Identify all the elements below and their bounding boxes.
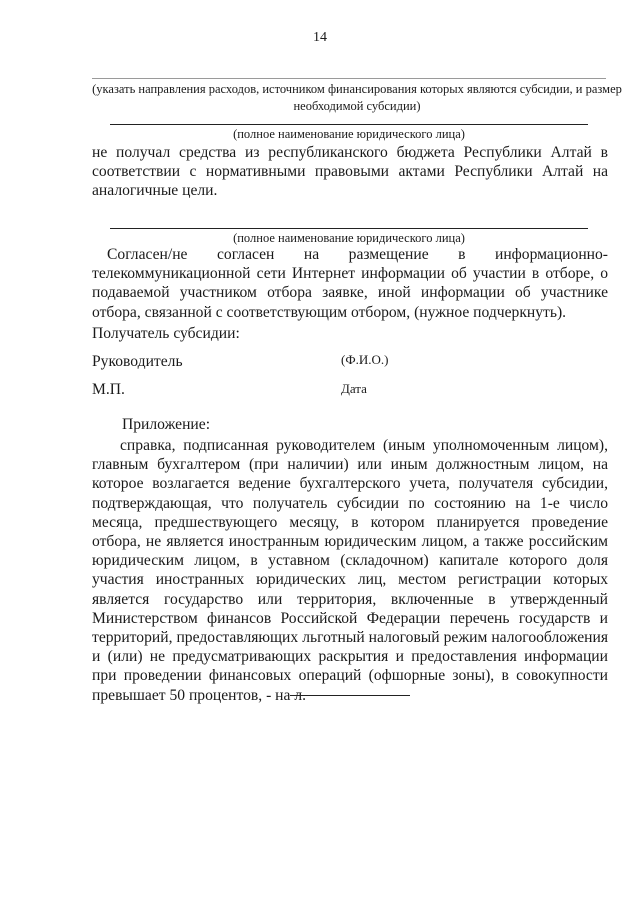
legal-name-line-2 <box>110 228 588 229</box>
seal-label: М.П. <box>92 381 125 398</box>
legal-name-line-1 <box>110 124 588 125</box>
legal-name-caption-2: (полное наименование юридического лица) <box>233 231 465 245</box>
legal-name-caption-1: (полное наименование юридического лица) <box>233 127 465 141</box>
fio-label: (Ф.И.О.) <box>341 352 389 367</box>
head-label: Руководитель <box>92 353 183 370</box>
expense-note: (указать направления расходов, источником финансирования которых являются субсидии, и размер необходимой субсидии) <box>92 82 622 113</box>
not-received-paragraph: не получал средства из республиканского бюджета Республики Алтай в соответствии с нормативными правовыми актами Республики Алтай на аналогичные цели. <box>92 144 608 200</box>
expense-underline <box>92 78 606 79</box>
page-number: 14 <box>313 30 327 45</box>
closing-rule <box>290 695 410 696</box>
recipient-label: Получатель субсидии: <box>92 325 240 342</box>
appendix-paragraph: справка, подписанная руководителем (иным уполномоченным лицом), главным бухгалтером (при наличии) или иным должностным лицом, на которое возлагается ведение бухгалтерского учета, получателя субсидии, подтверждающая, что получатель субсидии по состоянию на 1-е число месяца, предшествующего месяцу, в котором планируется проведение отбора, не является иностранным юридическим лицом, а также российским юридическим лицом, в уставном (складочном) капитале которого доля участия иностранных юридических лиц, местом регистрации которых является государство или территория, включенные в утвержденный Министерством финансов Российской Федерации перечень государств и территорий, предоставляющих льготный налоговый режим налогообложения и (или) не предусматривающих раскрытия и предоставления информации при проведении финансовых операций (офшорные зоны), в совокупности превышает 50 процентов, - на л. <box>92 437 608 704</box>
consent-paragraph: Согласен/не согласен на размещение в информационно-телекоммуникационной сети Интернет информации об участии в отборе, о подаваемой участником отбора заявке, иной информации об участнике отбора, связанной с соответствующим отбором, (нужное подчеркнуть). <box>92 246 608 321</box>
appendix-title: Приложение: <box>122 416 211 433</box>
date-label: Дата <box>341 381 367 396</box>
